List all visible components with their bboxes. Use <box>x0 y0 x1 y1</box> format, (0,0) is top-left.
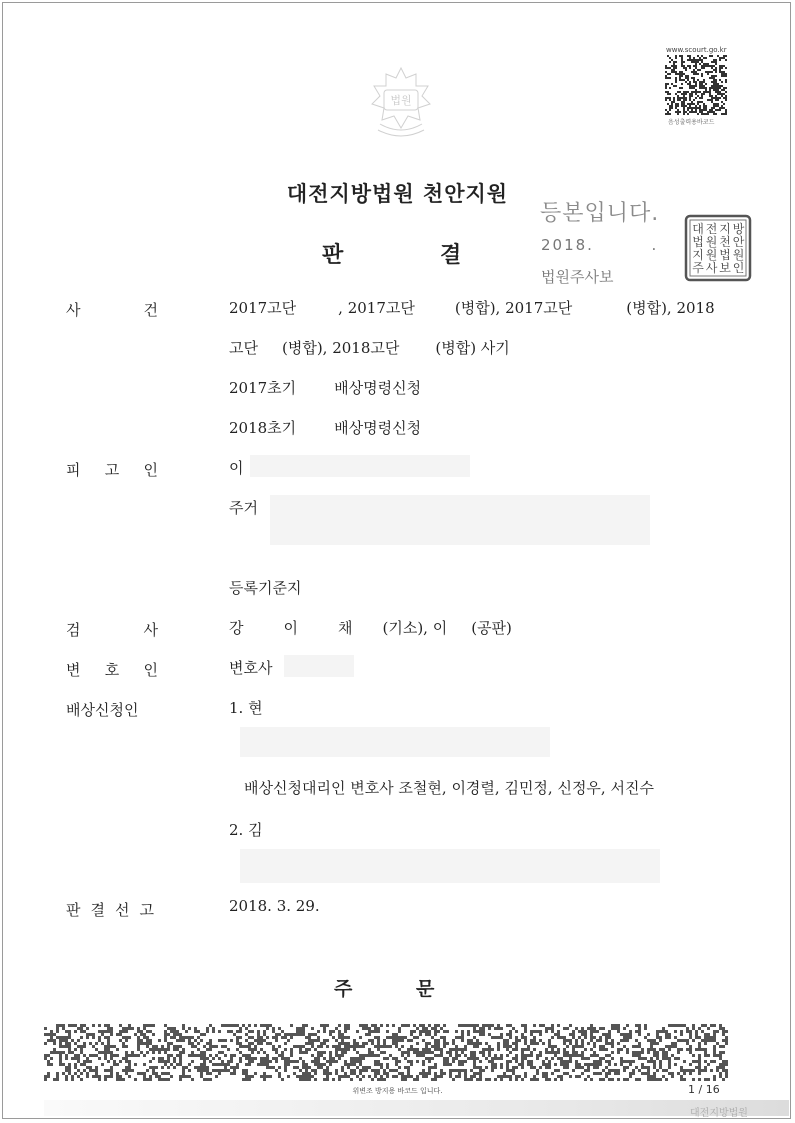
prosecutor-role: (공판) <box>471 619 512 637</box>
verdict-date-label <box>66 899 154 920</box>
case-number-part: (병합), 2018고단 <box>281 339 400 357</box>
defendant-label-char: 피 <box>66 461 81 479</box>
case-number-part: 배상명령신청 <box>334 419 422 437</box>
case-number-line-3 <box>229 377 421 398</box>
seal-char: 법 <box>719 248 731 262</box>
applicant-agent: 배상신청대리인 변호사 조철현, 이경렬, 김민정, 신정우, 서진수 <box>244 779 654 797</box>
prosecutor-label-char: 검 <box>66 621 81 639</box>
anti-forgery-note: 위변조 방지용 바코드 입니다. <box>352 1087 443 1095</box>
defendant-registry-label: 등록기준지 <box>229 579 302 597</box>
redacted-region <box>250 455 470 477</box>
seal-char: 원 <box>705 235 718 249</box>
counsel-label-char: 호 <box>104 661 120 679</box>
anti-forgery-barcode <box>44 1024 728 1082</box>
qr-caption: 음성출력용바코드 <box>668 119 715 126</box>
seal-char: 원 <box>732 248 745 262</box>
case-number-part: 2017초기 <box>229 379 297 397</box>
case-label <box>66 299 158 320</box>
court-name: 대전지방법원 천안지원 <box>286 182 509 206</box>
certified-clerk: 법원주사보 <box>541 268 614 286</box>
prosecutor-name-part: 강 <box>229 619 244 637</box>
verdict-label-char: 선 <box>115 901 130 919</box>
seal-char: 안 <box>732 235 745 249</box>
emblem-label: 법원 <box>390 94 412 107</box>
scourt-url: www.scourt.go.kr <box>666 46 727 54</box>
certified-copy-text: 등본입니다. <box>540 201 660 226</box>
court-seal-stamp <box>684 214 752 282</box>
prosecutor-value <box>229 617 512 638</box>
certified-date <box>541 236 691 254</box>
footer-band <box>44 1100 789 1116</box>
court-watermark: 대전지방법원 <box>690 1108 748 1119</box>
court-emblem-icon <box>360 62 442 140</box>
section-title-char-1: 주 <box>334 978 353 1000</box>
prosecutor-label-char: 사 <box>143 621 158 639</box>
seal-char: 법 <box>692 235 704 249</box>
qr-code-icon <box>665 55 727 115</box>
page-border <box>2 2 791 1119</box>
seal-char: 주 <box>692 261 704 275</box>
seal-char: 천 <box>719 235 731 249</box>
applicant-item-2: 2. 김 <box>229 821 263 839</box>
certified-date-dot-2: . <box>683 236 691 254</box>
defendant-label-char: 인 <box>143 461 158 479</box>
prosecutor-name-part: 채 <box>338 619 353 637</box>
case-number-line-4 <box>229 417 421 438</box>
seal-char: 지 <box>719 222 731 236</box>
case-number-line-1 <box>229 297 715 318</box>
applicant-label: 배상신청인 <box>66 701 139 719</box>
seal-char: 인 <box>732 261 745 275</box>
applicant-item-1: 1. 현 <box>229 699 263 717</box>
seal-char: 보 <box>719 261 731 275</box>
verdict-label-char: 고 <box>139 901 154 919</box>
case-number-part: (병합), 2017고단 <box>454 299 573 317</box>
case-number-line-2 <box>229 337 510 358</box>
defendant-address-label: 주거 <box>229 499 258 517</box>
prosecutor-role: (기소), 이 <box>382 619 448 637</box>
seal-char: 방 <box>732 222 745 236</box>
seal-char: 사 <box>705 261 718 275</box>
certified-date-year: 2018. <box>541 236 594 254</box>
seal-char: 원 <box>705 248 718 262</box>
case-number-part: 2018초기 <box>229 419 297 437</box>
case-number-part: 고단 <box>229 339 258 357</box>
case-number-part: (병합) 사기 <box>435 339 510 357</box>
case-number-part: 배상명령신청 <box>334 379 422 397</box>
counsel-label-char: 변 <box>66 661 81 679</box>
section-title-char-2: 문 <box>416 978 435 1000</box>
prosecutor-label <box>66 619 158 640</box>
redacted-region <box>240 727 550 757</box>
prosecutor-name-part: 이 <box>283 619 298 637</box>
case-label-char: 사 <box>66 301 81 319</box>
case-number-part: , 2017고단 <box>338 299 415 317</box>
redacted-region <box>270 495 650 545</box>
case-number-part: (병합), 2018 <box>626 299 715 317</box>
page-number: 1 / 16 <box>688 1083 720 1096</box>
verdict-date: 2018. 3. 29. <box>229 897 320 915</box>
defendant-label <box>66 459 158 480</box>
verdict-label-char: 판 <box>66 901 81 919</box>
redacted-region <box>240 849 660 883</box>
counsel-label-char: 인 <box>143 661 158 679</box>
case-label-char: 건 <box>143 301 158 319</box>
counsel-value: 변호사 <box>229 659 273 677</box>
seal-char: 대 <box>692 222 704 236</box>
defendant-label-char: 고 <box>104 461 120 479</box>
redacted-region <box>284 655 354 677</box>
counsel-label <box>66 659 158 680</box>
seal-char: 지 <box>692 248 704 262</box>
case-number-part: 2017고단 <box>229 299 297 317</box>
verdict-label-char: 결 <box>90 901 105 919</box>
doc-title-char-1: 판 <box>322 243 344 268</box>
certified-date-dot-1: . <box>651 236 659 254</box>
doc-title-char-2: 결 <box>440 243 462 268</box>
seal-char: 전 <box>705 222 718 236</box>
defendant-name: 이 <box>229 459 244 477</box>
